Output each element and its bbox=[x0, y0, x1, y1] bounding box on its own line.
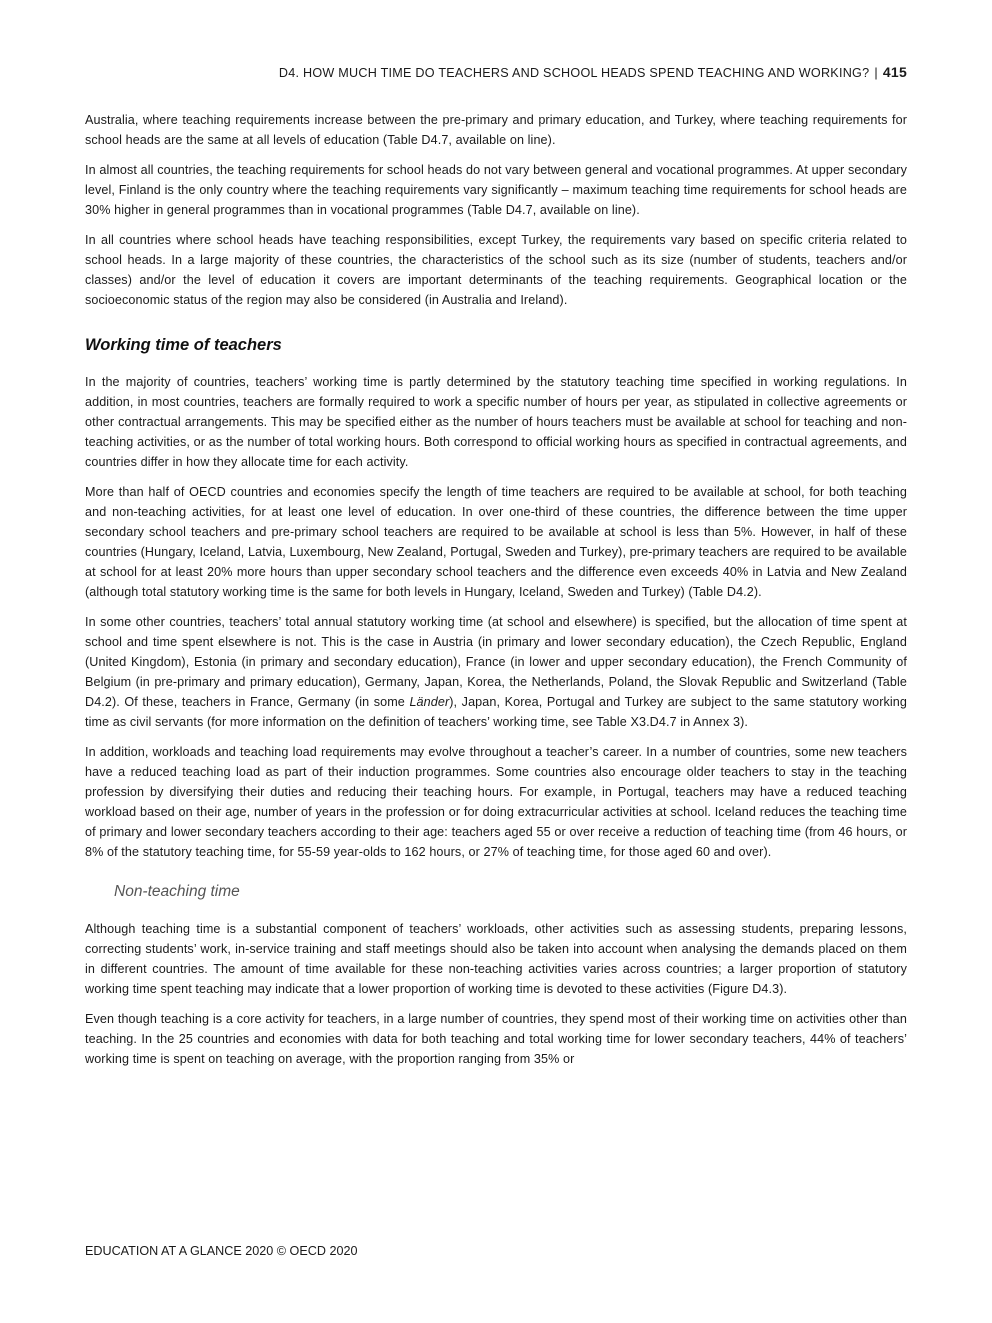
page-footer: EDUCATION AT A GLANCE 2020 © OECD 2020 bbox=[85, 1244, 358, 1258]
page-number: 415 bbox=[882, 64, 907, 80]
paragraph-working-time-4: In addition, workloads and teaching load requirements may evolve throughout a teacher’s career. In a number of countries, some new teachers have a reduced teaching load as part of their induction programmes. Some countries also encourage older teachers to stay in the teaching profession by diversifying their duties and reducing their teaching hours. For example, in Portugal, teachers may have a reduced teaching workload based on their age, number of years in the profession or for doing extracurricular activities at school. Iceland reduces the teaching time of primary and lower secondary teachers according to their age: teachers aged 55 or over receive a reduction of teaching time (from 46 hours, or 8% of the statutory teaching time, for 55-59 year-olds to 162 hours, or 27% of teaching time, for those aged 60 and over). bbox=[85, 745, 907, 859]
paragraph-non-teaching-1: Although teaching time is a substantial component of teachers’ workloads, other activities such as assessing students, preparing lessons, correcting students’ work, in-service training and staff meetings should also be taken into account when analysing the demands placed on them in different countries. The amount of time available for these non-teaching activities varies across countries; a larger proportion of statutory working time spent teaching may indicate that a lower proportion of working time is devoted to these activities (Figure D4.3). bbox=[85, 922, 907, 996]
paragraph-non-teaching-2: Even though teaching is a core activity for teachers, in a large number of countries, they spend most of their working time on activities other than teaching. In the 25 countries and economies with data for both teaching and total working time for lower secondary teachers, 44% of teachers’ working time is spent on teaching on average, with the proportion ranging from 35% or bbox=[85, 1012, 907, 1066]
chapter-title: D4. HOW MUCH TIME DO TEACHERS AND SCHOOL HEADS SPEND TEACHING AND WORKING? bbox=[278, 66, 870, 80]
paragraph-working-time-1: In the majority of countries, teachers’ working time is partly determined by the statutory teaching time specified in working regulations. In addition, in most countries, teachers are formally required to work a specific number of hours per year, as stipulated in collective agreements or other contractual arrangements. This may be specified either as the number of hours teachers must be available at school for teaching and non-teaching activities, or as the number of total working hours. Both correspond to official working hours as specified in contractual agreements, and countries differ in how they allocate time for each activity. bbox=[85, 375, 907, 469]
section-heading-working-time: Working time of teachers bbox=[85, 336, 282, 354]
paragraph-intro-3: In all countries where school heads have teaching responsibilities, except Turkey, the requirements vary based on specific criteria related to school heads. In a large majority of these countries, the characteristics of the school such as its size (number of students, teachers and/or classes) and/or the level of education it covers are important determinants of the teaching requirements. Geographical location or the socioeconomic status of the region may also be considered (in Australia and Ireland). bbox=[85, 233, 907, 307]
paragraph-working-time-3-part-a: In some other countries, teachers’ total annual statutory working time (at school and elsewhere) is specified, but the allocation of time spent at school and time spent elsewhere is not. This is the case in Austria (in primary and lower secondary education), the Czech Republic, England (United Kingdom), Estonia (in primary and secondary education), France (in lower and upper secondary education), the French Community of Belgium (in pre-primary and primary education), Germany, Japan, Korea, the Netherlands, Poland, the Slovak Republic and Switzerland (Table D4.2). Of these, teachers in France, Germany (in some bbox=[85, 615, 907, 709]
term-laender: Länder bbox=[409, 695, 450, 709]
subsection-heading-non-teaching: Non-teaching time bbox=[114, 883, 240, 900]
running-header bbox=[279, 64, 907, 80]
paragraph-working-time-2: More than half of OECD countries and economies specify the length of time teachers are required to be available at school, for both teaching and non-teaching activities, for at least one level of education. In over one-third of these countries, the difference between the time upper secondary school teachers and pre-primary school teachers are required to be available at school is less than 5%. However, in half of these countries (Hungary, Iceland, Latvia, Luxembourg, New Zealand, Portugal, Sweden and Turkey), pre-primary teachers are required to be available at school for at least 20% more hours than upper secondary school teachers and the difference even exceeds 40% in Latvia and New Zealand (although total statutory working time is the same for both levels in Hungary, Iceland, Sweden and Turkey) (Table D4.2). bbox=[85, 485, 907, 599]
paragraph-working-time-3 bbox=[85, 612, 907, 732]
paragraph-working-time-3-part-b: ), Japan, Korea, Portugal and Turkey are subject to the same statutory working time as civil servants (for more information on the definition of teachers’ working time, see Table X3.D4.7 in Annex 3). bbox=[85, 695, 907, 729]
header-separator: | bbox=[874, 66, 878, 80]
paragraph-intro-2: In almost all countries, the teaching requirements for school heads do not vary between general and vocational programmes. At upper secondary level, Finland is the only country where the teaching requirements vary significantly – maximum teaching time requirements for school heads are 30% higher in general programmes than in vocational programmes (Table D4.7, available on line). bbox=[85, 163, 907, 217]
paragraph-intro-1: Australia, where teaching requirements increase between the pre-primary and primary education, and Turkey, where teaching requirements for school heads are the same at all levels of education (Table D4.7, available on line). bbox=[85, 113, 907, 147]
main-content bbox=[85, 110, 907, 1079]
